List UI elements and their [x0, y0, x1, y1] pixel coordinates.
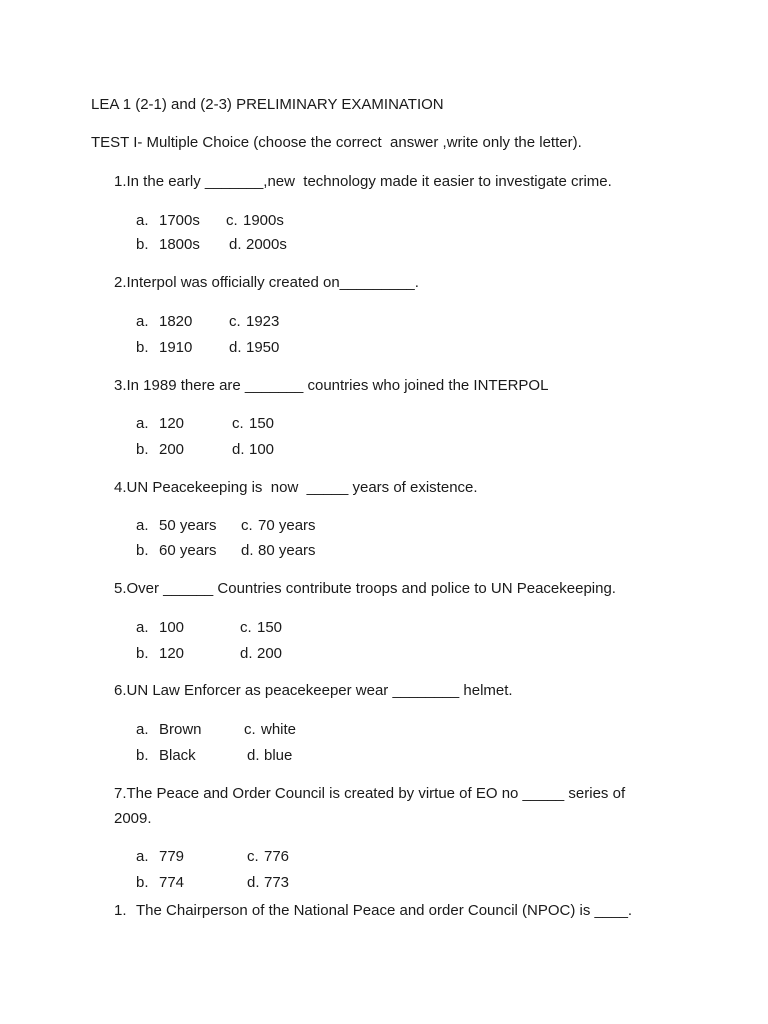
option-text: blue — [264, 747, 293, 764]
option-text: 120 — [159, 415, 185, 432]
option-letter: d. — [229, 339, 242, 356]
option-letter: c. — [240, 619, 252, 636]
option-letter: a. — [136, 619, 149, 636]
question-number: 1. — [114, 902, 127, 919]
option-text: 1800s — [159, 236, 200, 253]
option-letter: b. — [136, 645, 149, 662]
option-text: 50 years — [159, 517, 217, 534]
option-letter: d. — [241, 542, 254, 559]
option-letter: d. — [247, 874, 260, 891]
option-text: 100 — [249, 441, 275, 458]
question-text: 3.In 1989 there are _______ countries who joined the INTERPOL — [114, 377, 549, 394]
option-text: 1910 — [159, 339, 193, 356]
option-text: 1950 — [246, 339, 280, 356]
option-letter: a. — [136, 721, 149, 738]
option-text: 200 — [257, 645, 283, 662]
option-text: 60 years — [159, 542, 217, 559]
option-text: Brown — [159, 721, 202, 738]
option-letter: c. — [232, 415, 244, 432]
option-letter: d. — [240, 645, 253, 662]
option-text: 2000s — [246, 236, 287, 253]
option-text: 1923 — [246, 313, 280, 330]
option-letter: b. — [136, 747, 149, 764]
option-letter: c. — [241, 517, 253, 534]
option-letter: c. — [226, 212, 238, 229]
option-letter: b. — [136, 236, 149, 253]
option-text: 779 — [159, 848, 185, 865]
option-text: 70 years — [258, 517, 316, 534]
question-text-continued: 2009. — [114, 810, 152, 827]
question-text: 5.Over ______ Countries contribute troops and police to UN Peacekeeping. — [114, 580, 616, 597]
question-text: 6.UN Law Enforcer as peacekeeper wear ________ helmet. — [114, 682, 513, 699]
question-text: 2.Interpol was officially created on_________. — [114, 274, 419, 291]
option-text: 1900s — [243, 212, 284, 229]
option-text: 150 — [257, 619, 283, 636]
option-letter: a. — [136, 212, 149, 229]
option-letter: d. — [229, 236, 242, 253]
option-text: 1700s — [159, 212, 200, 229]
option-letter: c. — [229, 313, 241, 330]
option-text: 150 — [249, 415, 275, 432]
option-text: 200 — [159, 441, 185, 458]
question-text: The Chairperson of the National Peace and order Council (NPOC) is ____. — [136, 902, 633, 919]
option-letter: b. — [136, 339, 149, 356]
option-text: 776 — [264, 848, 290, 865]
option-text: 773 — [264, 874, 290, 891]
option-letter: a. — [136, 848, 149, 865]
option-letter: a. — [136, 517, 149, 534]
option-text: white — [261, 721, 297, 738]
test-heading: TEST I- Multiple Choice (choose the correct answer ,write only the letter). — [91, 134, 582, 151]
question-text: 1.In the early _______,new technology made it easier to investigate crime. — [114, 173, 612, 190]
option-text: Black — [159, 747, 196, 764]
option-letter: b. — [136, 542, 149, 559]
option-letter: b. — [136, 874, 149, 891]
question-text: 7.The Peace and Order Council is created by virtue of EO no _____ series of — [114, 785, 626, 802]
option-text: 100 — [159, 619, 185, 636]
option-letter: d. — [247, 747, 260, 764]
option-letter: a. — [136, 415, 149, 432]
option-text: 1820 — [159, 313, 193, 330]
question-text: 4.UN Peacekeeping is now _____ years of existence. — [114, 479, 478, 496]
option-letter: a. — [136, 313, 149, 330]
exam-title: LEA 1 (2-1) and (2-3) PRELIMINARY EXAMINATION — [91, 96, 444, 113]
option-text: 774 — [159, 874, 185, 891]
option-letter: b. — [136, 441, 149, 458]
option-text: 120 — [159, 645, 185, 662]
option-letter: d. — [232, 441, 245, 458]
option-letter: c. — [244, 721, 256, 738]
option-letter: c. — [247, 848, 259, 865]
option-text: 80 years — [258, 542, 316, 559]
